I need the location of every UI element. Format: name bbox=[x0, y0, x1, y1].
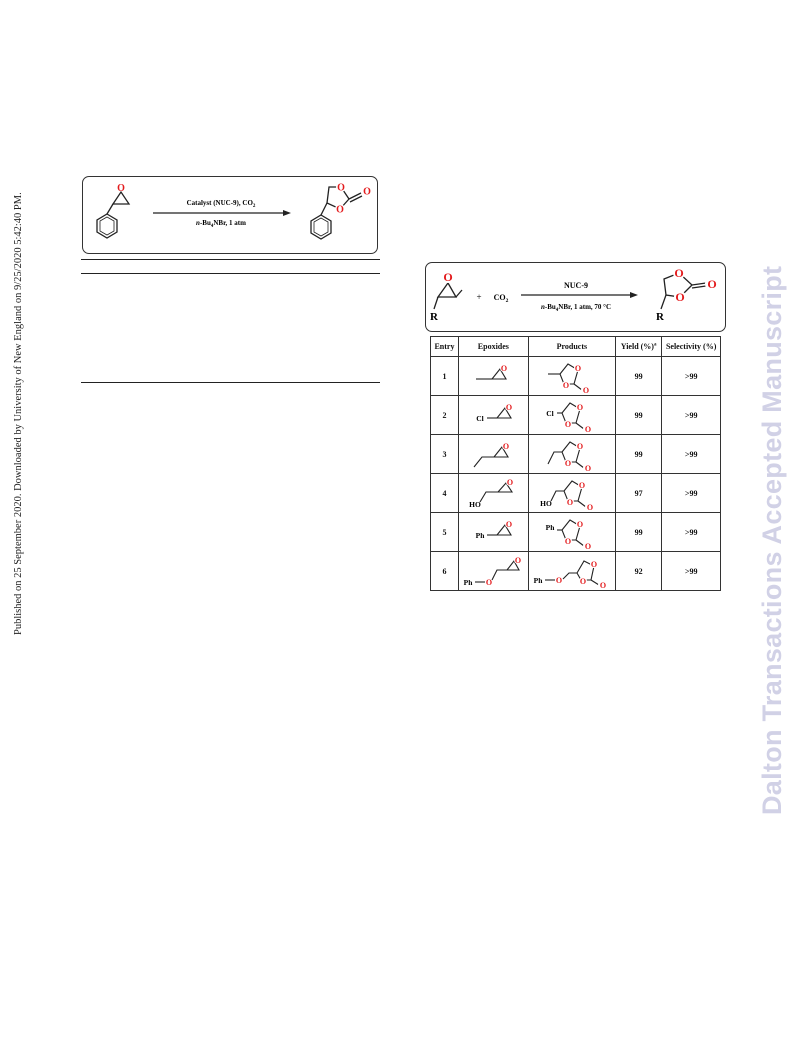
yield-cell: 97 bbox=[615, 474, 662, 513]
oxygen-atom: O bbox=[503, 442, 510, 451]
oxygen-atom: O bbox=[564, 459, 571, 468]
left-scheme-drawing bbox=[83, 177, 377, 253]
table-bottom-rule bbox=[81, 382, 380, 383]
table-row bbox=[431, 357, 721, 396]
entry-cell: 6 bbox=[431, 552, 459, 591]
header-epoxides: Epoxides bbox=[458, 337, 528, 357]
oxygen-atom: O bbox=[562, 381, 569, 390]
generic-carbonate-oxygen-1: O bbox=[674, 266, 684, 280]
entry-cell: 2 bbox=[431, 396, 459, 435]
bu-subscript: 4 bbox=[210, 224, 214, 229]
plus-sign: + bbox=[476, 292, 482, 302]
product-r-group-label: R bbox=[656, 311, 664, 323]
left-condition-rest: NBr, 1 atm bbox=[213, 219, 246, 227]
substituent-label: Ph bbox=[463, 578, 473, 587]
selectivity-cell: >99 bbox=[662, 513, 721, 552]
oxygen-atom: O bbox=[578, 481, 585, 490]
epoxide-oxygen-generic: O bbox=[443, 270, 453, 284]
left-condition-catalyst: Catalyst (NUC-9), CO bbox=[186, 199, 253, 207]
oxygen-atom: O bbox=[584, 425, 591, 433]
header-selectivity: Selectivity (%) bbox=[662, 337, 721, 357]
right-bu-sub: 4 bbox=[555, 308, 559, 313]
oxygen-atom: O bbox=[576, 403, 583, 412]
results-table bbox=[430, 336, 721, 591]
right-bu-label: -Bu bbox=[544, 303, 556, 311]
table-top-rule bbox=[81, 259, 380, 260]
product-structure bbox=[528, 513, 615, 552]
header-yield-label: Yield (%) bbox=[620, 342, 654, 351]
bu-label: -Bu bbox=[199, 219, 211, 227]
oxygen-atom: O bbox=[590, 560, 597, 569]
selectivity-cell: >99 bbox=[662, 357, 721, 396]
table-row bbox=[431, 552, 721, 591]
svg-text:n-Bu4NBr, 1 atm, 70 °C bbox=[541, 303, 611, 313]
product-structure bbox=[528, 474, 615, 513]
right-n-prefix: n bbox=[540, 303, 545, 311]
header-products: Products bbox=[528, 337, 615, 357]
epoxide-structure bbox=[458, 474, 528, 513]
table-row bbox=[431, 396, 721, 435]
oxygen-atom: O bbox=[584, 542, 591, 550]
yield-cell: 92 bbox=[615, 552, 662, 591]
product-structure bbox=[528, 552, 615, 591]
selectivity-cell: >99 bbox=[662, 435, 721, 474]
product-structure bbox=[528, 396, 615, 435]
table-header-row bbox=[431, 337, 721, 357]
oxygen-atom: O bbox=[515, 556, 522, 565]
ether-oxygen: O bbox=[486, 578, 493, 587]
substituent-label: Cl bbox=[476, 414, 485, 423]
co2-label: CO bbox=[493, 293, 506, 302]
right-reaction-scheme bbox=[425, 262, 726, 332]
left-reaction-scheme bbox=[82, 176, 378, 254]
right-scheme-drawing bbox=[426, 263, 725, 331]
entry-cell: 1 bbox=[431, 357, 459, 396]
substituent-label: HO bbox=[469, 500, 482, 509]
publication-note: Published on 25 September 2020. Downloaded by University of New England on 9/25/2020 5:42:40 PM. bbox=[13, 192, 24, 635]
svg-text:CO2 bbox=[494, 293, 509, 304]
oxygen-atom: O bbox=[566, 498, 573, 507]
carbonate-oxygen-1: O bbox=[337, 182, 345, 194]
epoxide-structure bbox=[458, 357, 528, 396]
entry-cell: 5 bbox=[431, 513, 459, 552]
substituent-label: Ph bbox=[545, 523, 555, 532]
oxygen-atom: O bbox=[574, 364, 581, 373]
substituent-label: Ph bbox=[475, 531, 485, 540]
ether-oxygen: O bbox=[555, 576, 562, 585]
table-row bbox=[431, 435, 721, 474]
generic-carbonate-oxygen-2: O bbox=[675, 290, 685, 304]
oxygen-atom: O bbox=[576, 520, 583, 529]
right-condition-rest: NBr, 1 atm, 70 °C bbox=[558, 303, 612, 311]
epoxide-structure bbox=[458, 552, 528, 591]
carbonate-oxygen-3: O bbox=[363, 186, 371, 198]
entry-cell: 3 bbox=[431, 435, 459, 474]
substituent-label: Cl bbox=[546, 409, 554, 418]
oxygen-atom: O bbox=[586, 503, 593, 511]
product-structure bbox=[528, 357, 615, 396]
co2-sub: 2 bbox=[505, 298, 509, 304]
selectivity-cell: >99 bbox=[662, 396, 721, 435]
oxygen-atom: O bbox=[564, 420, 571, 429]
substituent-label: HO bbox=[540, 499, 552, 508]
header-yield bbox=[615, 337, 662, 357]
selectivity-cell: >99 bbox=[662, 474, 721, 513]
epoxide-structure bbox=[458, 435, 528, 474]
epoxide-oxygen: O bbox=[117, 183, 125, 194]
product-structure bbox=[528, 435, 615, 474]
svg-text:n-Bu4NBr, 1 atm bbox=[196, 219, 246, 229]
yield-cell: 99 bbox=[615, 396, 662, 435]
oxygen-atom: O bbox=[501, 364, 508, 373]
right-catalyst-label: NUC-9 bbox=[564, 281, 588, 290]
co2-subscript: 2 bbox=[252, 204, 256, 209]
yield-footnote-mark: a bbox=[653, 342, 657, 348]
oxygen-atom: O bbox=[506, 520, 513, 529]
oxygen-atom: O bbox=[506, 403, 513, 412]
yield-cell: 99 bbox=[615, 513, 662, 552]
table-header-rule bbox=[81, 273, 380, 274]
epoxide-structure bbox=[458, 396, 528, 435]
oxygen-atom: O bbox=[599, 581, 606, 589]
svg-text:Catalyst (NUC-9), CO2 bbox=[187, 199, 256, 209]
yield-cell: 99 bbox=[615, 435, 662, 474]
substituent-label: Ph bbox=[533, 576, 543, 585]
header-entry: Entry bbox=[431, 337, 459, 357]
oxygen-atom: O bbox=[576, 442, 583, 451]
generic-carbonate-oxygen-3: O bbox=[707, 277, 717, 291]
oxygen-atom: O bbox=[582, 386, 589, 394]
entry-cell: 4 bbox=[431, 474, 459, 513]
n-prefix: n bbox=[196, 219, 200, 227]
oxygen-atom: O bbox=[579, 577, 586, 586]
carbonate-oxygen-2: O bbox=[336, 204, 344, 216]
epoxide-structure bbox=[458, 513, 528, 552]
yield-cell: 99 bbox=[615, 357, 662, 396]
table-row bbox=[431, 474, 721, 513]
journal-watermark: Dalton Transactions Accepted Manuscript bbox=[757, 265, 787, 815]
oxygen-atom: O bbox=[507, 478, 514, 487]
table-row bbox=[431, 513, 721, 552]
selectivity-cell: >99 bbox=[662, 552, 721, 591]
oxygen-atom: O bbox=[584, 464, 591, 472]
oxygen-atom: O bbox=[564, 537, 571, 546]
r-group-label: R bbox=[430, 311, 438, 323]
